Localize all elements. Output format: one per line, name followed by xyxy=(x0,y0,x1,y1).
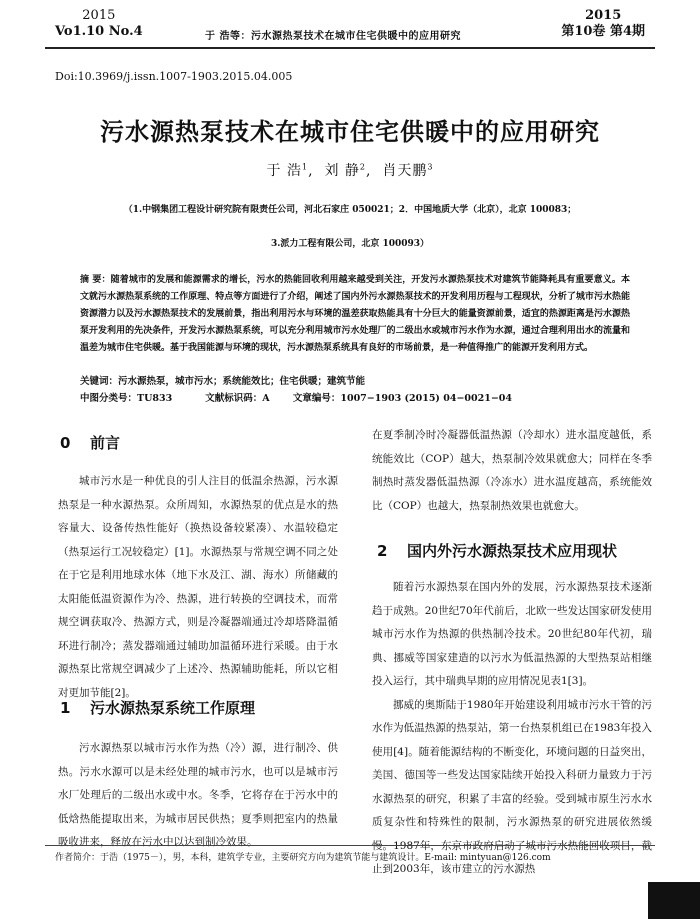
intro-paragraph: 城市污水是一种优良的引人注目的低温余热源，污水源热泵是一种水源热泵。众所周知，水源热泵的优点是水的热容量大、设备传热性能好（换热设备较紧凑）、水温较稳定（热泵运行工况较稳定）[1]。水源热泵与常规空调不同之处在于它是利用地球水体（地下水及江、湖、海水）所储藏的太阳能低温资源作为冷、热源，进行转换的空调技术，而常规空调获取冷、热源方式，则是冷凝器端通过冷却塔降温循环进行制冷；蒸发器端通过辅助加温循环进行采暖。由于水源热泵比常规空调减少了上述冷、热源辅助能耗，所以它相对更加节能[2]。 xyxy=(58,475,338,699)
author-list: 于 浩$^1$, 刘 静$^2$, 肖天鹏$^3$ xyxy=(266,162,434,179)
status-paragraph-1: 随着污水源热泵在国内外的发展，污水源热泵技术逐渐趋于成熟。20世纪70年代前后，北欧一些发达国家研发使用城市污水作为热源的供热制冷技术。20世纪80年代初，瑞典、挪威等国家建造的以污水为低温热源的大型热泵站相继投入运行，其中瑞典早期的应用情况见表1[3]。 xyxy=(372,581,652,687)
scan-corner-mark xyxy=(648,882,700,919)
right-top-paragraph-block xyxy=(372,424,652,518)
abstract-label: 摘 要： xyxy=(80,275,111,285)
header-volume-right: 第10卷 第4期 xyxy=(561,24,645,39)
article-number-label: 文章编号： xyxy=(292,393,341,404)
affiliation-line-1: （1.中钢集团工程设计研究院有限责任公司，河北石家庄 050021；2．中国地质大学（北京），北京 100083； xyxy=(123,205,577,215)
doc-code-label: 文献标识码： xyxy=(205,393,263,404)
header-year-left: 2015 xyxy=(82,8,116,23)
classification-line xyxy=(80,390,640,404)
section-number: 2 xyxy=(377,542,388,560)
status-paragraph-block xyxy=(372,576,652,882)
running-title: 于 浩等：污水源热泵技术在城市住宅供暖中的应用研究 xyxy=(205,31,461,42)
header-rule xyxy=(45,47,655,49)
article-number: 1007−1903 (2015) 04−0021−04 xyxy=(340,393,513,404)
status-paragraph-2: 挪威的奥斯陆于1980年开始建设利用城市污水干管的污水作为低温热源的热泵站，第一台热泵机组已在1983年投入使用[4]。随着能源结构的不断变化，环境问题的日益突出，美国、德国等一些发达国家陆续开始投入科研力量致力于污水源热泵的研究，积累了丰富的经验。受到城市原生污水水质复杂性和特殊性的限制，污水源热泵的研究进展依然缓慢。1987年，东京市政府启动了城市污水热能回收项目，截止到2003年，该市建立的污水源热 xyxy=(372,698,652,875)
author-name: 于 浩 xyxy=(266,163,302,179)
author-name: 刘 静 xyxy=(324,163,360,179)
clc-code: TU833 xyxy=(137,393,173,404)
author-affiliation-mark: 1 xyxy=(302,162,309,172)
header-year-right: 2015 xyxy=(585,8,622,23)
section-title: 国内外污水源热泵技术应用现状 xyxy=(407,542,618,560)
section-number: 1 xyxy=(60,699,71,717)
section-heading-principle xyxy=(60,697,255,718)
doc-code: A xyxy=(262,393,270,404)
right-top-paragraph: 在夏季制冷时冷凝器低温热源（冷却水）进水温度越低，系统能效比（COP）越大，热泵制冷效果就愈大；同样在冬季制热时蒸发器低温热源（冷冻水）进水温度越高，系统能效比（COP）也越大，热泵制热效果也就愈大。 xyxy=(372,429,652,512)
doi: Doi:10.3969/j.issn.1007-1903.2015.04.005 xyxy=(55,70,293,83)
abstract xyxy=(80,272,630,357)
section-title: 前言 xyxy=(90,434,121,452)
section-heading-status xyxy=(377,540,617,561)
abstract-text: 随着城市的发展和能源需求的增长，污水的热能回收利用越来越受到关注，开发污水源热泵技术对建筑节能降耗具有重要意义。本文就污水源热泵系统的工作原理、特点等方面进行了介绍，阐述了国内外污水源热泵技术的开发利用历程与工程现状，分析了城市污水热能资源潜力以及污水源热泵技术的发展前景，指出利用污水与环境的温差获取热能具有十分巨大的能量资源前景，适宜的热源距离是污水源热泵开发利用的先决条件，开发污水源热泵系统，可以充分利用城市污水处理厂的二级出水或城市污水作为水源，通过合理利用出水的流量和温差为城市住宅供暖。基于我国能源与环境的现状，污水源热泵系统具有良好的市场前景，是一种值得推广的能源开发利用方式。 xyxy=(80,275,630,353)
principle-paragraph-block xyxy=(58,737,338,855)
author-name: 肖天鹏 xyxy=(382,163,428,179)
keywords-text: 污水源热泵，城市污水；系统能效比；住宅供暖；建筑节能 xyxy=(118,376,366,387)
principle-paragraph: 污水源热泵以城市污水作为热（冷）源，进行制冷、供热。污水水源可以是未经处理的城市污水，也可以是城市污水厂处理后的二级出水或中水。冬季，它将存在于污水中的低焓热能提取出来，为城市居民供热；夏季则把室内的热量吸收进来，释放在污水中以达到制冷效果。 xyxy=(58,742,338,848)
paper-title: 污水源热泵技术在城市住宅供暖中的应用研究 xyxy=(100,118,600,146)
header-volume-left: Vo1.10 No.4 xyxy=(55,24,143,39)
affiliation-line-2: 3.派力工程有限公司，北京 100093） xyxy=(270,239,430,249)
section-number: 0 xyxy=(60,434,71,452)
clc-label: 中图分类号： xyxy=(80,393,138,404)
author-affiliation-mark: 3 xyxy=(427,162,434,172)
keywords xyxy=(80,373,640,387)
author-affiliation-mark: 2 xyxy=(359,162,366,172)
section-title: 污水源热泵系统工作原理 xyxy=(90,699,256,717)
footnote-rule xyxy=(45,845,655,846)
keywords-label: 关键词： xyxy=(80,376,119,387)
journal-year-volume-right xyxy=(561,8,645,40)
intro-paragraph-block xyxy=(58,470,338,705)
section-heading-intro xyxy=(60,432,120,453)
journal-year-volume-left xyxy=(55,8,143,40)
author-bio-footnote: 作者简介：于浩（1975－），男，本科，建筑学专业，主要研究方向为建筑节能与建筑设计。E-mail: mintyuan@126.com xyxy=(55,853,551,863)
